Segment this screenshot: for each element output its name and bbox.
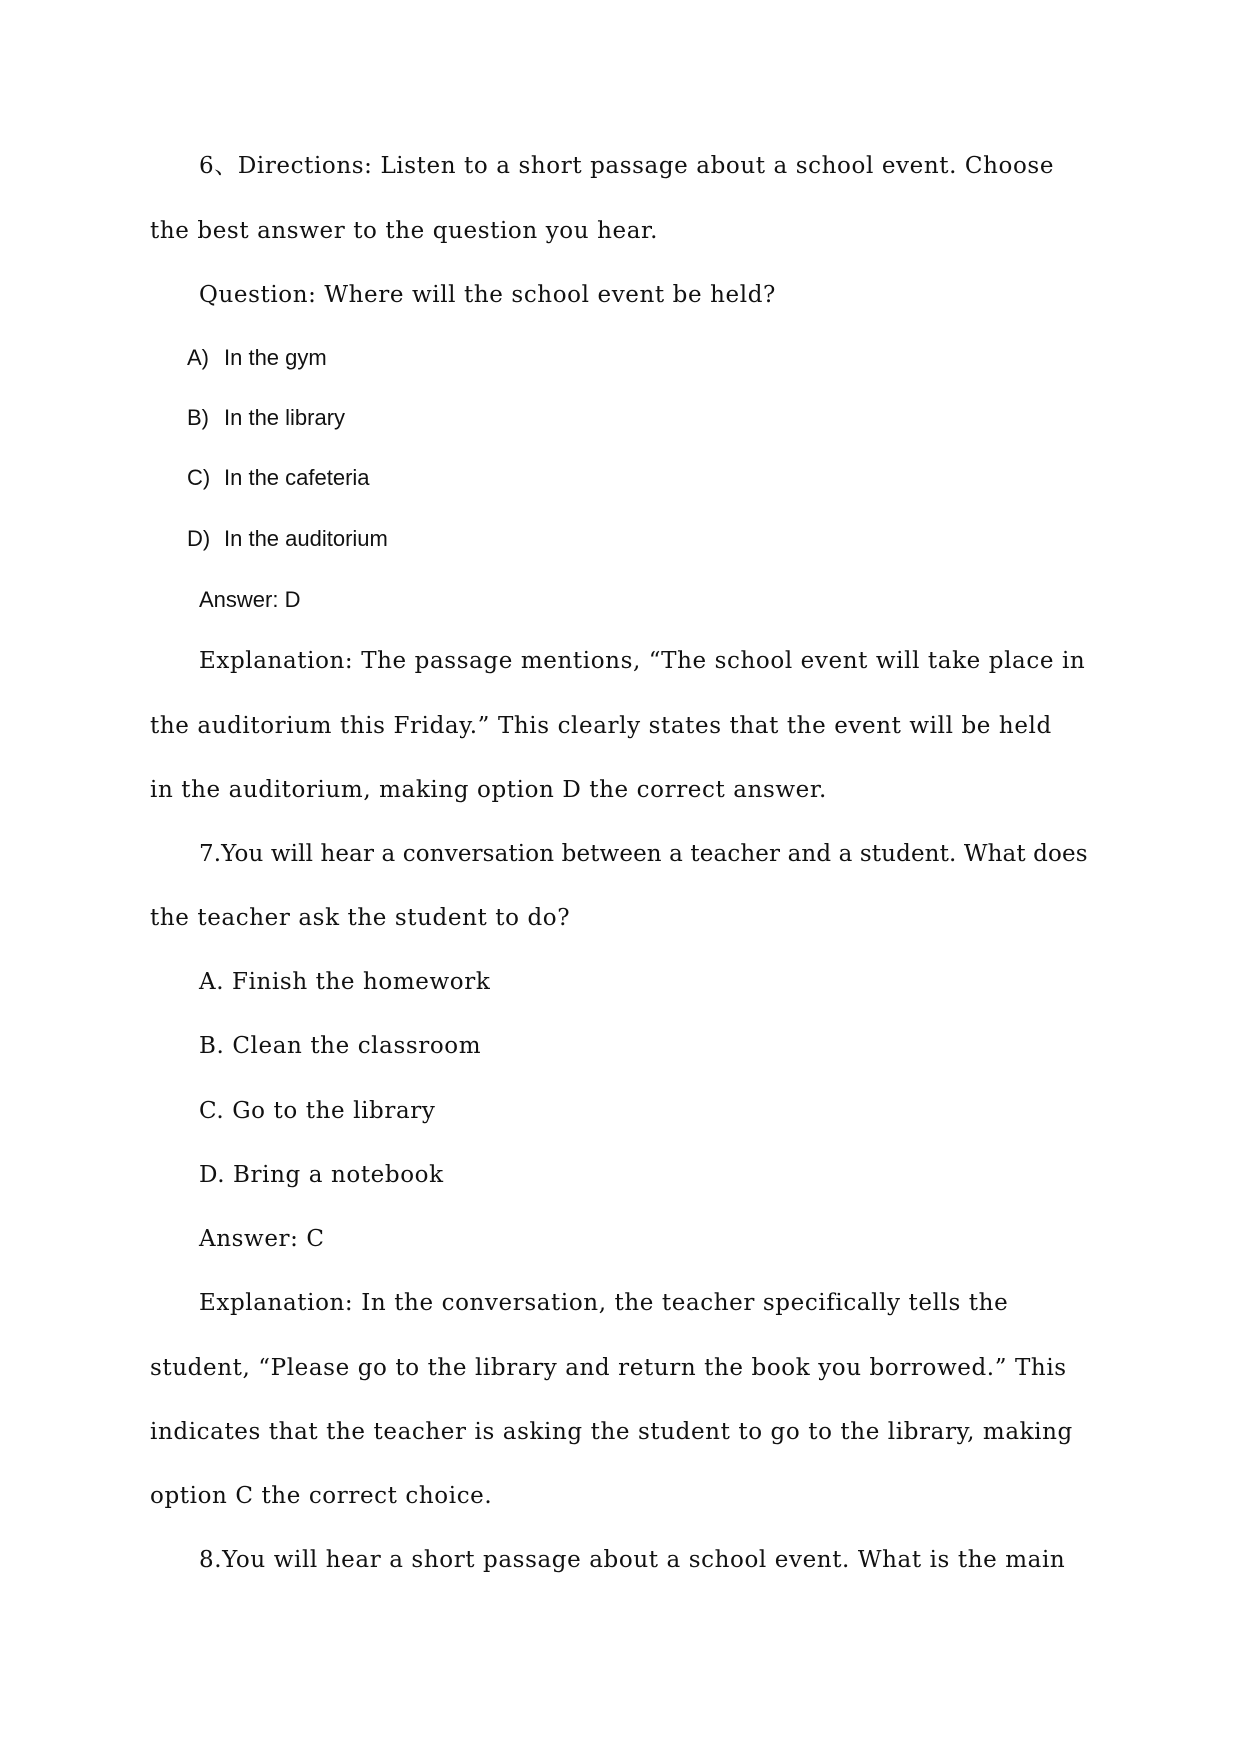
q7-prompt-line-1: 7.You will hear a conversation between a teacher and a student. What does (199, 841, 1088, 867)
q6-option-b-letter: B) (187, 405, 209, 430)
q7-option-c: C. Go to the library (199, 1098, 436, 1124)
q6-explanation-line-3: in the auditorium, making option D the correct answer. (150, 777, 827, 803)
q6-explanation-line-2: the auditorium this Friday.” This clearly states that the event will be held (150, 713, 1052, 739)
q7-answer: Answer: C (199, 1226, 325, 1252)
q6-option-c-text: In the cafeteria (224, 465, 370, 490)
q6-option-b-text: In the library (224, 405, 346, 430)
q7-explanation-line-4: option C the correct choice. (150, 1483, 493, 1509)
q6-option-d-text: In the auditorium (224, 526, 388, 551)
q7-explanation-line-3: indicates that the teacher is asking the student to go to the library, making (150, 1419, 1073, 1445)
q6-option-c-letter: C) (187, 465, 211, 490)
q7-option-b: B. Clean the classroom (199, 1033, 482, 1059)
q7-explanation-line-1: Explanation: In the conversation, the teacher specifically tells the (199, 1290, 1009, 1316)
q6-directions-line-2: the best answer to the question you hear. (150, 218, 658, 244)
q6-option-a-text: In the gym (224, 345, 327, 370)
q6-option-d-letter: D) (187, 526, 211, 551)
q6-question: Question: Where will the school event be held? (199, 282, 776, 308)
q6-directions-line-1: 6、Directions: Listen to a short passage about a school event. Choose (199, 153, 1055, 179)
q7-prompt-line-2: the teacher ask the student to do? (150, 905, 571, 931)
q8-prompt-line-1: 8.You will hear a short passage about a school event. What is the main (199, 1547, 1066, 1573)
q7-option-d: D. Bring a notebook (199, 1162, 444, 1188)
q7-option-a: A. Finish the homework (199, 969, 491, 995)
q6-explanation-line-1: Explanation: The passage mentions, “The school event will take place in (199, 648, 1086, 674)
q6-option-a-letter: A) (187, 345, 209, 370)
q6-answer: Answer: D (199, 587, 301, 612)
q7-explanation-line-2: student, “Please go to the library and return the book you borrowed.” This (150, 1355, 1067, 1381)
